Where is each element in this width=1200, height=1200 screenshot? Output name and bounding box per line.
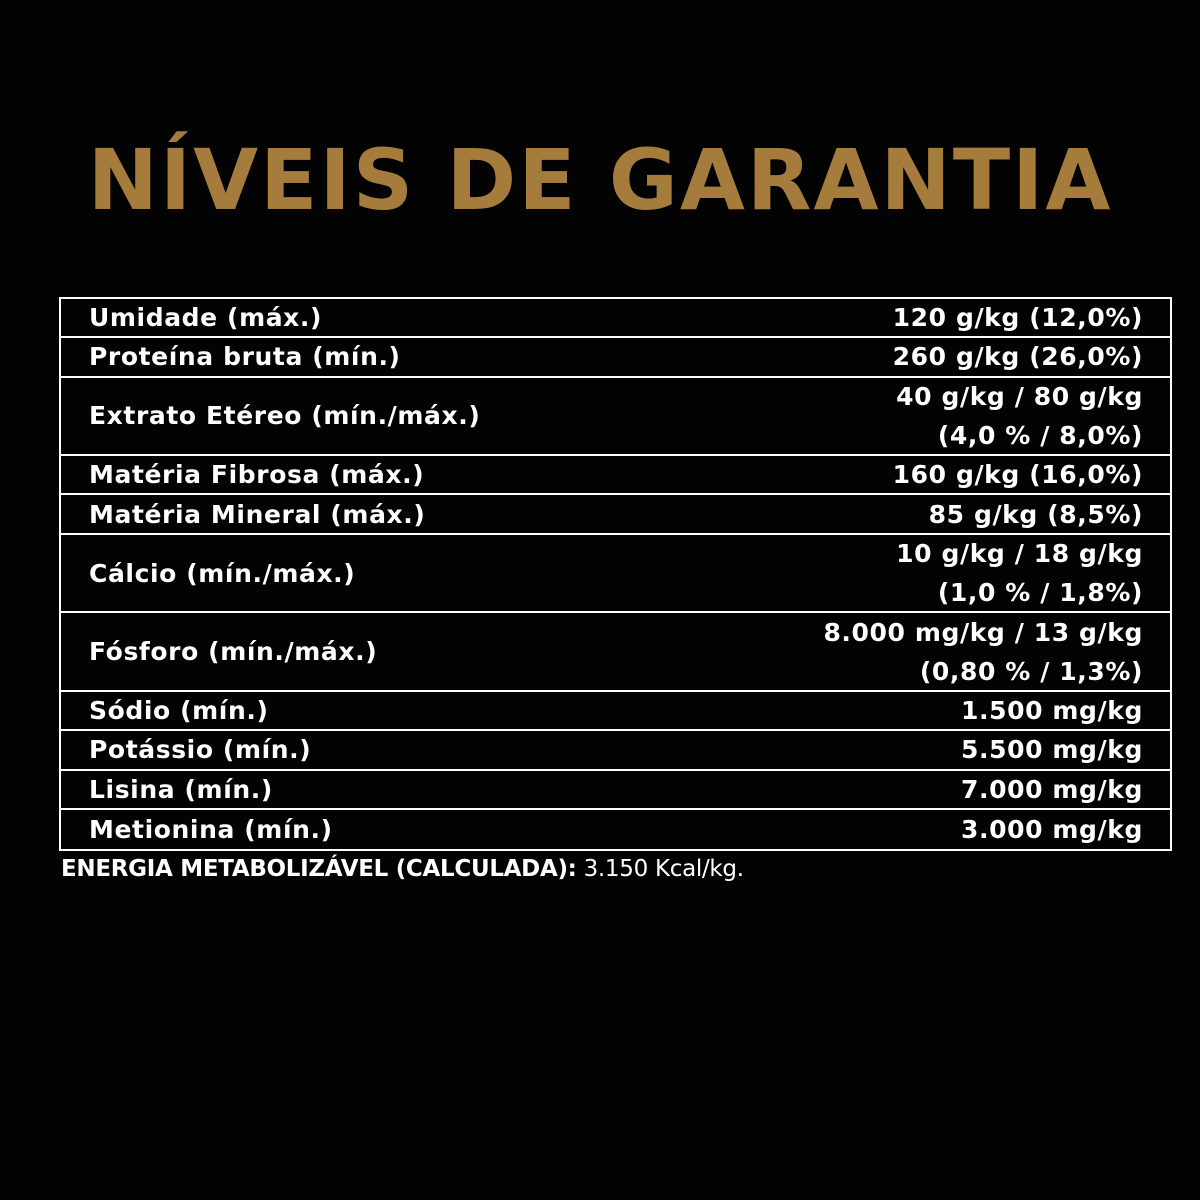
- nutrient-label: Matéria Fibrosa (máx.): [89, 460, 425, 490]
- nutrient-value-line: 160 g/kg (16,0%): [892, 460, 1143, 490]
- nutrient-label: Metionina (mín.): [89, 815, 333, 844]
- nutrient-value-line: 10 g/kg / 18 g/kg: [896, 539, 1143, 569]
- nutrient-value: [823, 613, 1143, 691]
- nutrient-value: [893, 337, 1143, 376]
- nutrient-label: Lisina (mín.): [89, 774, 273, 804]
- nutrient-value-line: (4,0 % / 8,0%): [937, 420, 1143, 450]
- nutrient-label: Proteína bruta (mín.): [89, 342, 401, 372]
- nutrient-value: [961, 730, 1143, 769]
- nutrient-value: [893, 455, 1143, 494]
- nutrient-value: [961, 810, 1143, 849]
- nutrient-label: Sódio (mín.): [89, 696, 269, 726]
- nutrient-value-line: (1,0 % / 1,8%): [937, 578, 1143, 608]
- nutrient-value-line: (0,80 % / 1,3%): [919, 656, 1143, 686]
- table-row: [61, 731, 1170, 770]
- energy-value: 3.150 Kcal/kg.: [576, 856, 744, 882]
- nutrient-value-line: 1.500 mg/kg: [961, 696, 1143, 726]
- nutrient-value: [896, 534, 1143, 612]
- nutrient-value-line: 3.000 mg/kg: [961, 815, 1143, 844]
- table-row: [61, 692, 1170, 731]
- nutrient-value-line: 7.000 mg/kg: [961, 774, 1143, 804]
- nutrient-label: Matéria Mineral (máx.): [89, 499, 426, 529]
- table-row: [61, 299, 1170, 338]
- energy-footnote: [61, 856, 744, 882]
- nutrient-label: Cálcio (mín./máx.): [89, 558, 356, 588]
- nutrient-value-line: 5.500 mg/kg: [961, 735, 1143, 765]
- table-row: [61, 810, 1170, 849]
- nutrient-label: Potássio (mín.): [89, 735, 312, 765]
- nutrient-value-line: 8.000 mg/kg / 13 g/kg: [823, 617, 1143, 647]
- nutrient-value: [961, 691, 1143, 730]
- nutrient-label: Extrato Etéreo (mín./máx.): [89, 401, 481, 431]
- guarantee-levels-table: [59, 297, 1172, 851]
- table-row: [61, 456, 1170, 495]
- table-row: [61, 378, 1170, 457]
- nutrient-value-line: 260 g/kg (26,0%): [892, 342, 1143, 372]
- page-title: NÍVEIS DE GARANTIA: [87, 131, 1113, 229]
- nutrient-value: [896, 377, 1143, 455]
- energy-label: ENERGIA METABOLIZÁVEL (CALCULADA):: [61, 856, 577, 882]
- nutrient-label: Umidade (máx.): [89, 303, 323, 333]
- table-row: [61, 495, 1170, 534]
- nutrient-value-line: 85 g/kg (8,5%): [928, 499, 1143, 529]
- table-row: [61, 771, 1170, 810]
- table-row: [61, 338, 1170, 377]
- nutrient-value: [961, 770, 1143, 809]
- nutrient-value-line: 120 g/kg (12,0%): [892, 303, 1143, 333]
- nutrient-label: Fósforo (mín./máx.): [89, 637, 378, 667]
- nutrient-value-line: 40 g/kg / 80 g/kg: [896, 381, 1143, 411]
- nutrient-value: [893, 298, 1143, 337]
- table-row: [61, 613, 1170, 692]
- table-row: [61, 535, 1170, 614]
- nutrient-value: [929, 495, 1143, 534]
